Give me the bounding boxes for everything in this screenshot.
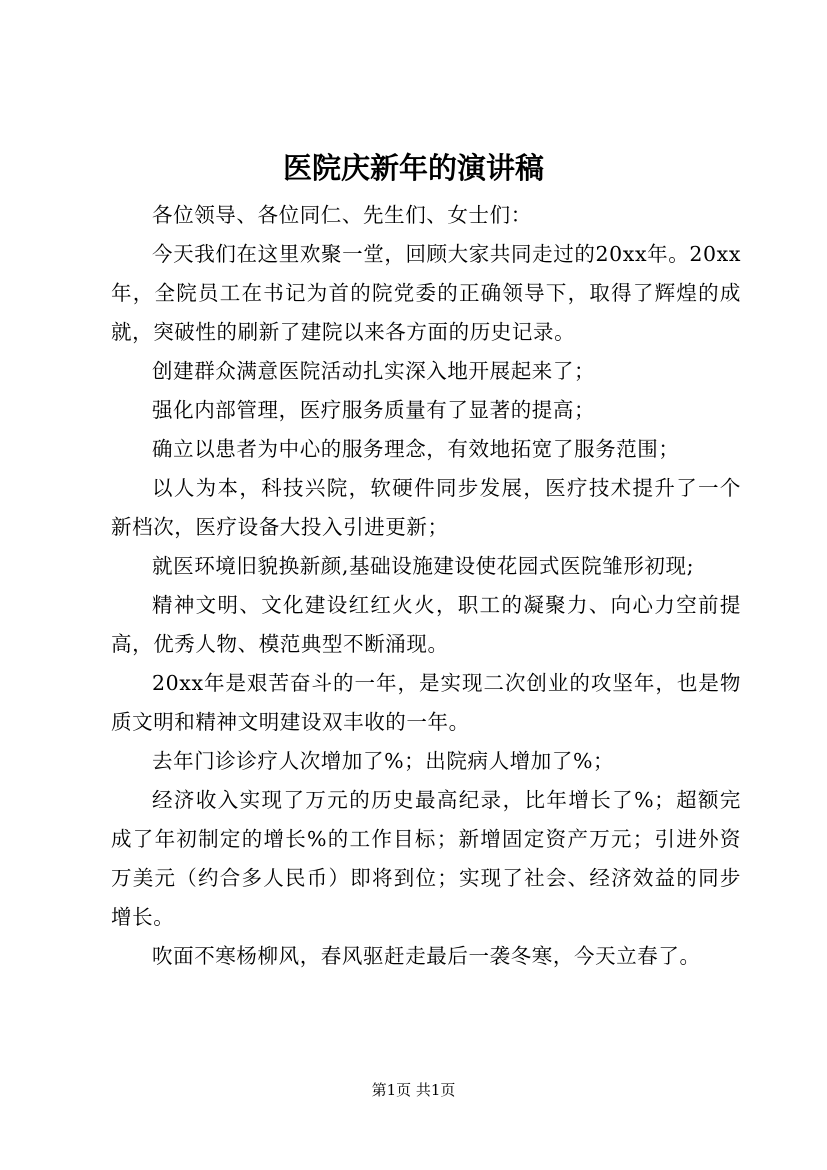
paragraph: 今天我们在这里欢聚一堂，回顾大家共同走过的20xx年。20xx年，全院员工在书记为首的院党委的正确领导下，取得了辉煌的成就，突破性的刷新了建院以来各方面的历史记录。	[111, 242, 741, 344]
paragraph: 强化内部管理，医疗服务质量有了显著的提高；	[152, 398, 596, 422]
paragraph-greeting: 各位领导、各位同仁、先生们、女士们：	[152, 203, 532, 227]
paragraph: 去年门诊诊疗人次增加了%；出院病人增加了%；	[152, 749, 615, 773]
paragraph: 20xx年是艰苦奋斗的一年，是实现二次创业的攻坚年，也是物质文明和精神文明建设双丰收的一年。	[111, 671, 741, 734]
document-title: 医院庆新年的演讲稿	[282, 151, 544, 185]
paragraph: 创建群众满意医院活动扎实深入地开展起来了；	[152, 359, 596, 383]
paragraph: 经济收入实现了万元的历史最高纪录，比年增长了%；超额完成了年初制定的增长%的工作目标；新增固定资产万元；引进外资万美元（约合多人民币）即将到位；实现了社会、经济效益的同步增长。	[111, 788, 741, 929]
page-number-footer: 第1页 共1页	[371, 1081, 456, 1099]
paragraph: 确立以患者为中心的服务理念，有效地拓宽了服务范围；	[152, 437, 680, 461]
paragraph: 就医环境旧貌换新颜,基础设施建设使花园式医院雏形初现;	[152, 554, 695, 578]
paragraph: 以人为本，科技兴院，软硬件同步发展，医疗技术提升了一个新档次，医疗设备大投入引进更新；	[111, 476, 741, 539]
paragraph: 精神文明、文化建设红红火火，职工的凝聚力、向心力空前提高，优秀人物、模范典型不断涌现。	[111, 593, 741, 656]
document-body	[111, 196, 741, 976]
paragraph: 吹面不寒杨柳风，春风驱赶走最后一袭冬寒，今天立春了。	[152, 944, 701, 968]
